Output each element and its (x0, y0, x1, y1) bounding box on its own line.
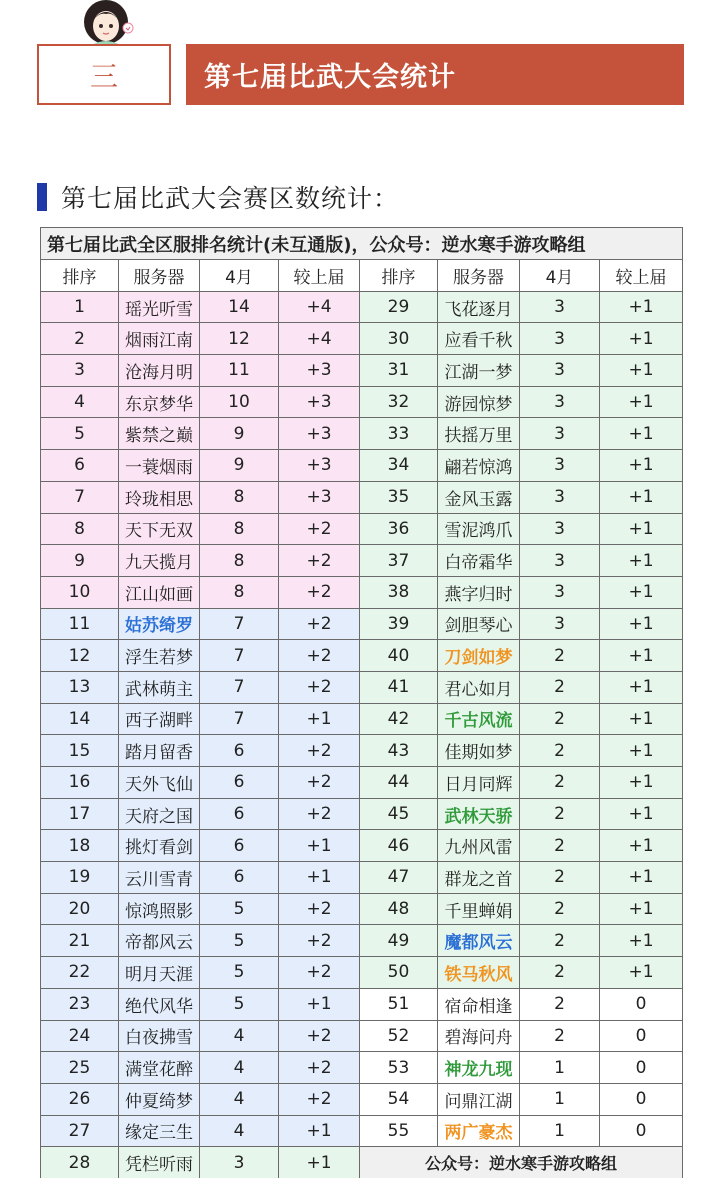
cell-server-right: 燕字归时 (438, 576, 520, 608)
cell-rank-right: 49 (360, 925, 438, 957)
cell-server-left: 云川雪青 (119, 862, 200, 894)
cell-april-right: 3 (520, 481, 600, 513)
cell-april-left: 9 (200, 450, 279, 482)
cell-server-right: 江湖一梦 (438, 355, 520, 387)
cell-april-right: 3 (520, 323, 600, 355)
cell-rank-right: 44 (360, 767, 438, 799)
cell-rank-right: 41 (360, 671, 438, 703)
cell-rank-left: 3 (41, 355, 119, 387)
cell-server-left: 帝都风云 (119, 925, 200, 957)
cell-server-left: 绝代风华 (119, 988, 200, 1020)
cell-server-left: 满堂花醉 (119, 1052, 200, 1084)
cell-change-left: +2 (279, 608, 360, 640)
cell-server-left: 瑶光听雪 (119, 291, 200, 323)
cell-server-left: 姑苏绮罗 (119, 608, 200, 640)
section-number: 三 (37, 44, 171, 105)
table-row (41, 925, 683, 957)
cell-change-right: +1 (600, 671, 683, 703)
cell-april-right: 2 (520, 735, 600, 767)
cell-rank-left: 15 (41, 735, 119, 767)
table-row (41, 862, 683, 894)
cell-change-left: +4 (279, 291, 360, 323)
cell-rank-left: 10 (41, 576, 119, 608)
cell-april-left: 5 (200, 893, 279, 925)
cell-rank-left: 20 (41, 893, 119, 925)
table-row (41, 513, 683, 545)
cell-april-right: 3 (520, 418, 600, 450)
cell-rank-right: 39 (360, 608, 438, 640)
table-row (41, 1147, 683, 1178)
cell-server-right: 君心如月 (438, 671, 520, 703)
cell-april-right: 3 (520, 513, 600, 545)
cell-change-right: +1 (600, 640, 683, 672)
cell-april-right: 3 (520, 450, 600, 482)
header-rank-right: 排序 (360, 260, 438, 292)
table-row (41, 640, 683, 672)
cell-rank-right: 34 (360, 450, 438, 482)
cell-april-left: 9 (200, 418, 279, 450)
header-rank-left: 排序 (41, 260, 119, 292)
table-row (41, 1115, 683, 1147)
cell-change-left: +1 (279, 703, 360, 735)
cell-server-right: 武林天骄 (438, 798, 520, 830)
cell-change-right: +1 (600, 830, 683, 862)
table-footer-note: 公众号：逆水寒手游攻略组 (360, 1147, 683, 1178)
cell-change-left: +2 (279, 767, 360, 799)
cell-server-right: 两广豪杰 (438, 1115, 520, 1147)
cell-rank-right: 40 (360, 640, 438, 672)
cell-rank-right: 48 (360, 893, 438, 925)
cell-april-left: 6 (200, 798, 279, 830)
cell-rank-right: 50 (360, 957, 438, 989)
table-row (41, 1052, 683, 1084)
cell-change-right: +1 (600, 862, 683, 894)
cell-server-left: 缘定三生 (119, 1115, 200, 1147)
table-row (41, 988, 683, 1020)
cell-rank-left: 28 (41, 1147, 119, 1178)
cell-rank-left: 18 (41, 830, 119, 862)
cell-rank-right: 53 (360, 1052, 438, 1084)
cell-april-left: 4 (200, 1115, 279, 1147)
cell-april-left: 4 (200, 1052, 279, 1084)
cell-change-left: +2 (279, 735, 360, 767)
table-row (41, 767, 683, 799)
cell-change-left: +2 (279, 576, 360, 608)
table-row (41, 957, 683, 989)
cell-april-right: 1 (520, 1052, 600, 1084)
table-row (41, 608, 683, 640)
cell-server-left: 西子湖畔 (119, 703, 200, 735)
cell-rank-right: 45 (360, 798, 438, 830)
cell-april-right: 2 (520, 798, 600, 830)
cell-april-left: 8 (200, 513, 279, 545)
table-row (41, 703, 683, 735)
cell-rank-left: 27 (41, 1115, 119, 1147)
cell-server-right: 千古风流 (438, 703, 520, 735)
cell-april-left: 6 (200, 830, 279, 862)
cell-rank-right: 30 (360, 323, 438, 355)
cell-april-right: 2 (520, 703, 600, 735)
cell-change-left: +3 (279, 418, 360, 450)
cell-rank-right: 55 (360, 1115, 438, 1147)
cell-april-left: 8 (200, 545, 279, 577)
cell-change-right: 0 (600, 988, 683, 1020)
cell-rank-left: 13 (41, 671, 119, 703)
avatar (76, 0, 136, 46)
section-title: 第七届比武大会统计 (186, 44, 684, 105)
cell-april-left: 5 (200, 957, 279, 989)
table-row (41, 418, 683, 450)
table-header-row (41, 260, 683, 292)
cell-change-right: +1 (600, 735, 683, 767)
cell-april-left: 4 (200, 1020, 279, 1052)
cell-server-right: 金风玉露 (438, 481, 520, 513)
cell-april-right: 2 (520, 988, 600, 1020)
cell-april-left: 4 (200, 1083, 279, 1115)
cell-rank-right: 46 (360, 830, 438, 862)
cell-change-left: +2 (279, 545, 360, 577)
cell-change-right: +1 (600, 418, 683, 450)
cell-server-right: 刀剑如梦 (438, 640, 520, 672)
cell-april-left: 6 (200, 735, 279, 767)
cell-april-right: 3 (520, 291, 600, 323)
ranking-table-container (40, 227, 682, 1178)
cell-server-right: 翩若惊鸿 (438, 450, 520, 482)
cell-server-right: 白帝霜华 (438, 545, 520, 577)
cell-server-right: 神龙九现 (438, 1052, 520, 1084)
cell-rank-right: 35 (360, 481, 438, 513)
cell-change-left: +3 (279, 481, 360, 513)
cell-april-right: 2 (520, 830, 600, 862)
table-row (41, 545, 683, 577)
cell-april-right: 3 (520, 545, 600, 577)
cell-rank-right: 29 (360, 291, 438, 323)
cell-rank-right: 32 (360, 386, 438, 418)
cell-server-right: 宿命相逢 (438, 988, 520, 1020)
cell-change-left: +3 (279, 450, 360, 482)
cell-server-right: 铁马秋风 (438, 957, 520, 989)
cell-server-right: 游园惊梦 (438, 386, 520, 418)
cell-change-left: +2 (279, 893, 360, 925)
cell-change-right: +1 (600, 513, 683, 545)
cell-rank-left: 6 (41, 450, 119, 482)
table-row (41, 386, 683, 418)
cell-change-right: +1 (600, 767, 683, 799)
cell-change-left: +1 (279, 862, 360, 894)
cell-april-left: 5 (200, 925, 279, 957)
cell-rank-left: 2 (41, 323, 119, 355)
cell-rank-right: 54 (360, 1083, 438, 1115)
table-row (41, 1083, 683, 1115)
cell-change-left: +2 (279, 957, 360, 989)
cell-april-left: 6 (200, 862, 279, 894)
cell-rank-left: 22 (41, 957, 119, 989)
cell-april-left: 6 (200, 767, 279, 799)
cell-server-left: 惊鸿照影 (119, 893, 200, 925)
cell-april-left: 8 (200, 481, 279, 513)
cell-april-left: 12 (200, 323, 279, 355)
cell-rank-left: 16 (41, 767, 119, 799)
cell-rank-right: 36 (360, 513, 438, 545)
table-row (41, 355, 683, 387)
cell-change-right: +1 (600, 893, 683, 925)
cell-change-left: +3 (279, 355, 360, 387)
table-row (41, 671, 683, 703)
cell-april-right: 2 (520, 925, 600, 957)
cell-change-right: +1 (600, 450, 683, 482)
table-row (41, 735, 683, 767)
cell-server-right: 问鼎江湖 (438, 1083, 520, 1115)
cell-rank-right: 33 (360, 418, 438, 450)
cell-change-left: +3 (279, 386, 360, 418)
cell-rank-right: 51 (360, 988, 438, 1020)
cell-change-right: +1 (600, 323, 683, 355)
cell-rank-right: 38 (360, 576, 438, 608)
cell-server-left: 东京梦华 (119, 386, 200, 418)
cell-change-right: +1 (600, 703, 683, 735)
cell-server-right: 群龙之首 (438, 862, 520, 894)
cell-change-left: +4 (279, 323, 360, 355)
cell-rank-right: 43 (360, 735, 438, 767)
cell-april-right: 3 (520, 355, 600, 387)
header-server-left: 服务器 (119, 260, 200, 292)
cell-server-right: 飞花逐月 (438, 291, 520, 323)
table-row (41, 830, 683, 862)
cell-rank-right: 42 (360, 703, 438, 735)
cell-server-left: 挑灯看剑 (119, 830, 200, 862)
cell-server-left: 仲夏绮梦 (119, 1083, 200, 1115)
cell-change-left: +2 (279, 1052, 360, 1084)
cell-server-left: 武林萌主 (119, 671, 200, 703)
table-row (41, 450, 683, 482)
cell-april-left: 8 (200, 576, 279, 608)
table-row (41, 798, 683, 830)
cell-april-right: 2 (520, 862, 600, 894)
cell-rank-left: 24 (41, 1020, 119, 1052)
cell-server-right: 碧海问舟 (438, 1020, 520, 1052)
cell-april-left: 14 (200, 291, 279, 323)
cell-server-left: 一蓑烟雨 (119, 450, 200, 482)
table-title-row (41, 228, 683, 260)
cell-rank-left: 8 (41, 513, 119, 545)
cell-server-right: 剑胆琴心 (438, 608, 520, 640)
header-change-left: 较上届 (279, 260, 360, 292)
cell-rank-left: 26 (41, 1083, 119, 1115)
cell-change-right: 0 (600, 1083, 683, 1115)
cell-server-left: 浮生若梦 (119, 640, 200, 672)
cell-rank-left: 12 (41, 640, 119, 672)
table-row (41, 893, 683, 925)
cell-server-left: 江山如画 (119, 576, 200, 608)
cell-change-right: 0 (600, 1020, 683, 1052)
cell-change-right: +1 (600, 608, 683, 640)
cell-april-right: 3 (520, 576, 600, 608)
cell-change-left: +2 (279, 1083, 360, 1115)
subheading (37, 180, 399, 214)
cell-server-left: 天外飞仙 (119, 767, 200, 799)
table-row (41, 323, 683, 355)
cell-change-left: +2 (279, 640, 360, 672)
cell-april-left: 10 (200, 386, 279, 418)
cell-april-right: 2 (520, 767, 600, 799)
cell-change-right: +1 (600, 798, 683, 830)
cell-change-right: +1 (600, 957, 683, 989)
header-change-right: 较上届 (600, 260, 683, 292)
cell-rank-left: 5 (41, 418, 119, 450)
cell-change-left: +2 (279, 671, 360, 703)
cell-change-left: +1 (279, 1115, 360, 1147)
cell-server-left: 踏月留香 (119, 735, 200, 767)
cell-april-right: 2 (520, 671, 600, 703)
cell-server-right: 佳期如梦 (438, 735, 520, 767)
cell-rank-right: 52 (360, 1020, 438, 1052)
cell-server-left: 玲珑相思 (119, 481, 200, 513)
cell-change-left: +2 (279, 925, 360, 957)
cell-rank-left: 21 (41, 925, 119, 957)
subheading-bar (37, 183, 47, 211)
cell-rank-left: 1 (41, 291, 119, 323)
cell-server-right: 魔都风云 (438, 925, 520, 957)
cell-april-right: 2 (520, 640, 600, 672)
cell-server-left: 白夜拂雪 (119, 1020, 200, 1052)
header-server-right: 服务器 (438, 260, 520, 292)
cell-change-right: +1 (600, 481, 683, 513)
cell-april-right: 1 (520, 1115, 600, 1147)
cell-server-left: 沧海月明 (119, 355, 200, 387)
cell-rank-right: 47 (360, 862, 438, 894)
cell-rank-right: 31 (360, 355, 438, 387)
cell-change-right: 0 (600, 1052, 683, 1084)
cell-server-right: 千里蝉娟 (438, 893, 520, 925)
subheading-text: 第七届比武大会赛区数统计： (61, 184, 400, 213)
cell-rank-left: 23 (41, 988, 119, 1020)
cell-change-right: +1 (600, 291, 683, 323)
cell-april-left: 7 (200, 703, 279, 735)
cell-server-left: 紫禁之巅 (119, 418, 200, 450)
cell-april-left: 7 (200, 640, 279, 672)
cell-change-left: +1 (279, 830, 360, 862)
cell-april-left: 11 (200, 355, 279, 387)
cell-april-right: 3 (520, 608, 600, 640)
cell-change-right: 0 (600, 1115, 683, 1147)
cell-server-right: 应看千秋 (438, 323, 520, 355)
cell-change-left: +1 (279, 1147, 360, 1178)
cell-april-right: 3 (520, 386, 600, 418)
cell-server-right: 日月同辉 (438, 767, 520, 799)
ranking-table (40, 227, 683, 1178)
cell-april-right: 1 (520, 1083, 600, 1115)
cell-change-left: +2 (279, 1020, 360, 1052)
cell-rank-left: 25 (41, 1052, 119, 1084)
cell-april-left: 7 (200, 671, 279, 703)
cell-rank-left: 14 (41, 703, 119, 735)
cell-april-left: 7 (200, 608, 279, 640)
cell-april-right: 2 (520, 893, 600, 925)
cell-change-right: +1 (600, 355, 683, 387)
cell-change-right: +1 (600, 545, 683, 577)
cell-change-left: +1 (279, 988, 360, 1020)
cell-rank-left: 11 (41, 608, 119, 640)
cell-april-left: 3 (200, 1147, 279, 1178)
table-row (41, 576, 683, 608)
cell-april-left: 5 (200, 988, 279, 1020)
table-row (41, 481, 683, 513)
cell-server-left: 天下无双 (119, 513, 200, 545)
cell-rank-left: 7 (41, 481, 119, 513)
cell-change-left: +2 (279, 513, 360, 545)
cell-rank-right: 37 (360, 545, 438, 577)
table-row (41, 1020, 683, 1052)
cell-server-right: 雪泥鸿爪 (438, 513, 520, 545)
cell-server-right: 九州风雷 (438, 830, 520, 862)
cell-change-left: +2 (279, 798, 360, 830)
cell-rank-left: 17 (41, 798, 119, 830)
cell-server-left: 天府之国 (119, 798, 200, 830)
cell-server-left: 烟雨江南 (119, 323, 200, 355)
cell-server-left: 明月天涯 (119, 957, 200, 989)
cell-server-left: 九天揽月 (119, 545, 200, 577)
cell-change-right: +1 (600, 386, 683, 418)
cell-april-right: 2 (520, 1020, 600, 1052)
cell-april-right: 2 (520, 957, 600, 989)
table-title: 第七届比武全区服排名统计(未互通版)，公众号：逆水寒手游攻略组 (41, 228, 683, 260)
cell-rank-left: 9 (41, 545, 119, 577)
cell-server-right: 扶摇万里 (438, 418, 520, 450)
cell-rank-left: 19 (41, 862, 119, 894)
cell-server-left: 凭栏听雨 (119, 1147, 200, 1178)
header-april-left: 4月 (200, 260, 279, 292)
cell-change-right: +1 (600, 925, 683, 957)
cell-rank-left: 4 (41, 386, 119, 418)
header-april-right: 4月 (520, 260, 600, 292)
table-row (41, 291, 683, 323)
cell-change-right: +1 (600, 576, 683, 608)
